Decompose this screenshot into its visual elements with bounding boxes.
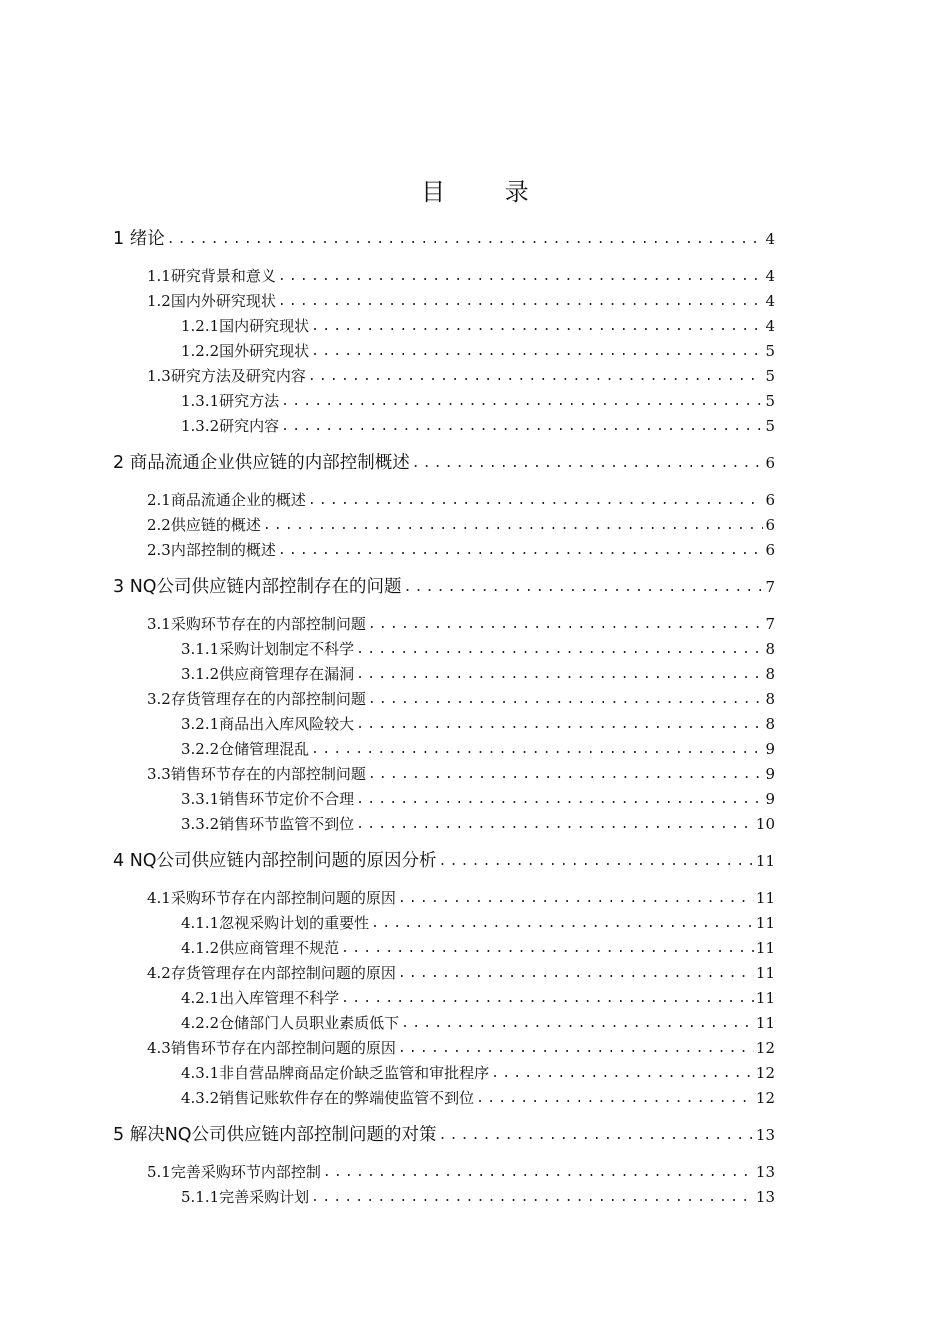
toc-subsection-1-3-2[interactable] <box>181 416 775 436</box>
toc-subsection-1-3-1[interactable] <box>181 391 775 411</box>
toc-page-number: 13 <box>755 1188 775 1206</box>
toc-section-2-3[interactable] <box>147 540 775 560</box>
toc-leader-dots <box>278 542 764 560</box>
toc-leader-dots <box>341 990 754 1008</box>
toc-label: 1.2国内外研究现状 <box>147 292 276 310</box>
toc-label: 3.1采购环节存在的内部控制问题 <box>147 615 366 633</box>
toc-label: 3.2.2仓储管理混乱 <box>181 740 310 758</box>
toc-leader-dots <box>398 965 754 983</box>
toc-label: 3.1.1采购计划制定不科学 <box>181 640 355 658</box>
toc-label: 1 绪论 <box>113 229 165 249</box>
toc-subsection-4-2-2[interactable] <box>181 1013 775 1033</box>
toc-leader-dots <box>368 691 764 709</box>
toc-label: 1.3.2研究内容 <box>181 417 280 435</box>
toc-page-number: 4 <box>765 292 775 310</box>
toc-section-3-3[interactable] <box>147 764 775 784</box>
toc-label: 4.3销售环节存在内部控制问题的原因 <box>147 1039 396 1057</box>
toc-leader-dots <box>401 1015 754 1033</box>
toc-section-3-2[interactable] <box>147 689 775 709</box>
toc-leader-dots <box>311 741 763 759</box>
toc-label: 3.3.2销售环节监管不到位 <box>181 815 355 833</box>
toc-label: 4.1.2供应商管理不规范 <box>181 939 340 957</box>
toc-subsection-3-1-2[interactable] <box>181 664 775 684</box>
toc-label: 4.2.2仓储部门人员职业素质低下 <box>181 1014 400 1032</box>
toc-page-number: 13 <box>755 1163 775 1181</box>
toc-label: 4.3.1非自营品牌商品定价缺乏监管和审批程序 <box>181 1064 490 1082</box>
toc-leader-dots <box>356 666 763 684</box>
toc-page-number: 4 <box>765 317 775 335</box>
toc-label: 4.2存货管理存在内部控制问题的原因 <box>147 964 396 982</box>
toc-label: 3.3.1销售环节定价不合理 <box>181 790 355 808</box>
toc-section-4-1[interactable] <box>147 888 775 908</box>
page-title: 目 录 <box>421 178 555 206</box>
toc-section-1-1[interactable] <box>147 266 775 286</box>
toc-page-number: 13 <box>755 1126 775 1144</box>
toc-leader-dots <box>439 1127 754 1145</box>
toc-label: 2.2供应链的概述 <box>147 516 261 534</box>
toc-subsection-3-3-2[interactable] <box>181 814 775 834</box>
toc-subsection-4-3-2[interactable] <box>181 1088 775 1108</box>
toc-leader-dots <box>371 915 754 933</box>
toc-label: 4 NQ公司供应链内部控制问题的原因分析 <box>113 851 437 871</box>
toc-page-number: 9 <box>765 765 775 783</box>
toc-page-number: 8 <box>765 715 775 733</box>
toc-page-number: 11 <box>755 939 775 957</box>
toc-chapter-3[interactable] <box>113 577 775 597</box>
toc-leader-dots <box>311 318 763 336</box>
toc-page-number: 5 <box>765 342 775 360</box>
toc-subsection-1-2-1[interactable] <box>181 316 775 336</box>
toc-chapter-5[interactable] <box>113 1125 775 1145</box>
toc-label: 5.1.1完善采购计划 <box>181 1188 310 1206</box>
toc-leader-dots <box>311 343 763 361</box>
toc-leader-dots <box>476 1090 754 1108</box>
toc-subsection-3-3-1[interactable] <box>181 789 775 809</box>
toc-section-4-2[interactable] <box>147 963 775 983</box>
toc-subsection-1-2-2[interactable] <box>181 341 775 361</box>
toc-page-number: 5 <box>765 417 775 435</box>
toc-leader-dots <box>356 641 763 659</box>
toc-leader-dots <box>368 616 764 634</box>
toc-page-number: 11 <box>755 914 775 932</box>
toc-leader-dots <box>491 1065 754 1083</box>
toc-page-number: 11 <box>755 1014 775 1032</box>
toc-label: 4.1.1忽视采购计划的重要性 <box>181 914 370 932</box>
toc-section-5-1[interactable] <box>147 1162 775 1182</box>
toc-label: 3.3销售环节存在的内部控制问题 <box>147 765 366 783</box>
toc-subsection-4-2-1[interactable] <box>181 988 775 1008</box>
toc-label: 3.2存货管理存在的内部控制问题 <box>147 690 366 708</box>
toc-leader-dots <box>404 579 764 597</box>
toc-label: 1.2.2国外研究现状 <box>181 342 310 360</box>
toc-subsection-4-1-1[interactable] <box>181 913 775 933</box>
toc-label: 2.1商品流通企业的概述 <box>147 491 306 509</box>
toc-page-number: 11 <box>755 889 775 907</box>
toc-section-3-1[interactable] <box>147 614 775 634</box>
toc-page-number: 6 <box>765 541 775 559</box>
toc-leader-dots <box>281 418 763 436</box>
toc-leader-dots <box>341 940 754 958</box>
toc-page-number: 6 <box>765 516 775 534</box>
toc-leader-dots <box>281 393 763 411</box>
toc-leader-dots <box>356 816 754 834</box>
toc-label: 1.2.1国内研究现状 <box>181 317 310 335</box>
toc-leader-dots <box>308 492 764 510</box>
toc-section-1-2[interactable] <box>147 291 775 311</box>
toc-leader-dots <box>278 268 764 286</box>
toc-chapter-4[interactable] <box>113 851 775 871</box>
toc-page-number: 9 <box>765 790 775 808</box>
toc-leader-dots <box>167 231 764 249</box>
toc-page-number: 11 <box>755 852 775 870</box>
toc-label: 3.2.1商品出入库风险较大 <box>181 715 355 733</box>
toc-subsection-3-1-1[interactable] <box>181 639 775 659</box>
toc-label: 2.3内部控制的概述 <box>147 541 276 559</box>
toc-page-number: 4 <box>765 267 775 285</box>
toc-leader-dots <box>398 1040 754 1058</box>
toc-page-number: 12 <box>755 1039 775 1057</box>
toc-page-number: 7 <box>765 615 775 633</box>
toc-leader-dots <box>311 1189 754 1207</box>
toc-chapter-1[interactable] <box>113 229 775 249</box>
toc-page-number: 5 <box>765 367 775 385</box>
toc-label: 5 解决NQ公司供应链内部控制问题的对策 <box>113 1125 437 1145</box>
toc-section-2-2[interactable] <box>147 515 775 535</box>
toc-section-1-3[interactable] <box>147 366 775 386</box>
toc-chapter-2[interactable] <box>113 453 775 473</box>
toc-leader-dots <box>308 368 764 386</box>
toc-leader-dots <box>356 791 763 809</box>
toc-label: 3.1.2供应商管理存在漏洞 <box>181 665 355 683</box>
toc-page-number: 12 <box>755 1064 775 1082</box>
toc-section-2-1[interactable] <box>147 490 775 510</box>
toc-page-number: 4 <box>765 230 775 248</box>
toc-subsection-3-2-1[interactable] <box>181 714 775 734</box>
toc-subsection-3-2-2[interactable] <box>181 739 775 759</box>
toc-leader-dots <box>323 1164 754 1182</box>
toc-subsection-5-1-1[interactable] <box>181 1187 775 1207</box>
toc-label: 3 NQ公司供应链内部控制存在的问题 <box>113 577 402 597</box>
toc-page-number: 11 <box>755 964 775 982</box>
toc-page-number: 9 <box>765 740 775 758</box>
toc-leader-dots <box>439 853 754 871</box>
toc-label: 4.3.2销售记账软件存在的弊端使监管不到位 <box>181 1089 475 1107</box>
toc-page-number: 6 <box>765 491 775 509</box>
toc-page-number: 8 <box>765 665 775 683</box>
toc-label: 1.3研究方法及研究内容 <box>147 367 306 385</box>
toc-page-number: 7 <box>765 578 775 596</box>
toc-label: 4.1采购环节存在内部控制问题的原因 <box>147 889 396 907</box>
toc-leader-dots <box>356 716 763 734</box>
toc-leader-dots <box>278 293 764 311</box>
toc-label: 1.1研究背景和意义 <box>147 267 276 285</box>
toc-label: 5.1完善采购环节内部控制 <box>147 1163 321 1181</box>
toc-leader-dots <box>368 766 764 784</box>
toc-leader-dots <box>398 890 754 908</box>
toc-label: 4.2.1出入库管理不科学 <box>181 989 340 1007</box>
toc-leader-dots <box>263 517 764 535</box>
toc-page-number: 10 <box>755 815 775 833</box>
toc-page-number: 5 <box>765 392 775 410</box>
toc-subsection-4-3-1[interactable] <box>181 1063 775 1083</box>
toc-page-number: 6 <box>765 454 775 472</box>
toc-page-number: 12 <box>755 1089 775 1107</box>
toc-label: 1.3.1研究方法 <box>181 392 280 410</box>
toc-subsection-4-1-2[interactable] <box>181 938 775 958</box>
toc-label: 2 商品流通企业供应链的内部控制概述 <box>113 453 410 473</box>
toc-section-4-3[interactable] <box>147 1038 775 1058</box>
toc-page-number: 8 <box>765 690 775 708</box>
toc-page-number: 8 <box>765 640 775 658</box>
toc-page-number: 11 <box>755 989 775 1007</box>
toc-leader-dots <box>412 455 764 473</box>
